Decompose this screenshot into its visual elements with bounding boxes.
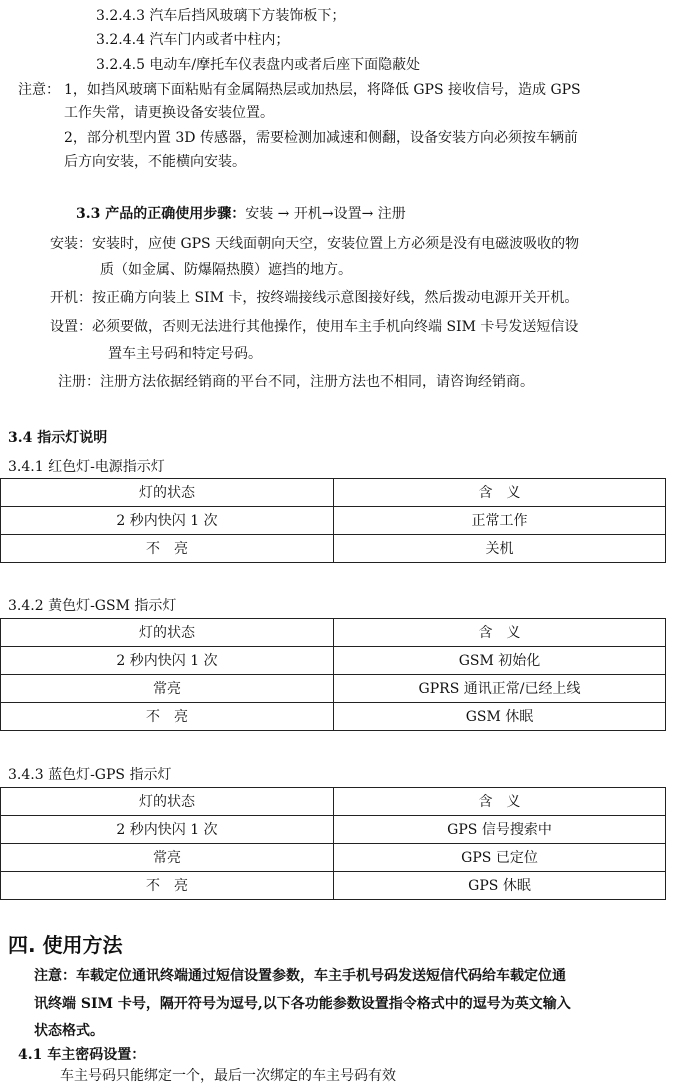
table-header-row bbox=[1, 619, 666, 647]
section-4-note-line3: 状态格式。 bbox=[34, 1023, 104, 1039]
header-meaning: 含 义 bbox=[334, 788, 666, 816]
red-light-table bbox=[0, 478, 666, 563]
cell-meaning: GSM 初始化 bbox=[334, 647, 666, 675]
cell-state: 不 亮 bbox=[1, 872, 334, 900]
cell-meaning: GPS 休眠 bbox=[334, 872, 666, 900]
section-34-title: 3.4 指示灯说明 bbox=[8, 430, 108, 446]
header-meaning: 含 义 bbox=[334, 619, 666, 647]
item-3244: 3.2.4.4 汽车门内或者中柱内； bbox=[96, 32, 290, 48]
table-row bbox=[1, 844, 666, 872]
red-light-caption: 3.4.1 红色灯-电源指示灯 bbox=[8, 459, 165, 475]
cell-state: 2 秒内快闪 1 次 bbox=[1, 507, 334, 535]
note1-line2: 工作失常，请更换设备安装位置。 bbox=[64, 105, 274, 121]
setup-line1: 设置：必须要做，否则无法进行其他操作，使用车主手机向终端 SIM 卡号发送短信设 bbox=[50, 319, 579, 335]
cell-meaning: GSM 休眠 bbox=[334, 703, 666, 731]
install-line2: 质（如金属、防爆隔热膜）遮挡的地方。 bbox=[100, 262, 352, 278]
header-state: 灯的状态 bbox=[1, 619, 334, 647]
table-row bbox=[1, 872, 666, 900]
section-33-heading bbox=[76, 204, 406, 224]
power-on-text: 开机：按正确方向装上 SIM 卡，按终端接线示意图接好线，然后拨动电源开关开机。 bbox=[50, 290, 579, 306]
table-header-row bbox=[1, 788, 666, 816]
header-state: 灯的状态 bbox=[1, 479, 334, 507]
table-row bbox=[1, 647, 666, 675]
cell-state: 不 亮 bbox=[1, 703, 334, 731]
notes-label: 注意： bbox=[18, 82, 60, 98]
blue-light-caption: 3.4.3 蓝色灯-GPS 指示灯 bbox=[8, 767, 172, 783]
cell-meaning: GPS 信号搜索中 bbox=[334, 816, 666, 844]
cell-meaning: 正常工作 bbox=[334, 507, 666, 535]
section-4-title: 四. 使用方法 bbox=[8, 933, 123, 957]
setup-line2: 置车主号码和特定号码。 bbox=[108, 346, 262, 362]
section-4-note-line2: 讯终端 SIM 卡号，隔开符号为逗号,以下各功能参数设置指令格式中的逗号为英文输入 bbox=[34, 996, 571, 1012]
header-meaning: 含 义 bbox=[334, 479, 666, 507]
table-header-row bbox=[1, 479, 666, 507]
header-state: 灯的状态 bbox=[1, 788, 334, 816]
note2-line2: 后方向安装，不能横向安装。 bbox=[64, 154, 246, 170]
install-line1: 安装：安装时，应使 GPS 天线面朝向天空，安装位置上方必须是没有电磁波吸收的物 bbox=[50, 236, 580, 252]
cell-meaning: GPRS 通讯正常/已经上线 bbox=[334, 675, 666, 703]
cell-state: 不 亮 bbox=[1, 535, 334, 563]
cell-meaning: GPS 已定位 bbox=[334, 844, 666, 872]
table-row bbox=[1, 507, 666, 535]
section-4-note-line1: 注意：车载定位通讯终端通过短信设置参数，车主手机号码发送短信代码给车载定位通 bbox=[34, 968, 566, 984]
table-row bbox=[1, 816, 666, 844]
table-row bbox=[1, 703, 666, 731]
note1-line1: 1，如挡风玻璃下面粘贴有金属隔热层或加热层，将降低 GPS 接收信号，造成 GPS bbox=[64, 82, 581, 98]
section-33-heading-bold: 3.3 产品的正确使用步骤： bbox=[76, 206, 246, 222]
cell-meaning: 关机 bbox=[334, 535, 666, 563]
cell-state: 2 秒内快闪 1 次 bbox=[1, 816, 334, 844]
yellow-light-caption: 3.4.2 黄色灯-GSM 指示灯 bbox=[8, 598, 177, 614]
table-row bbox=[1, 535, 666, 563]
note2-line1: 2，部分机型内置 3D 传感器，需要检测加减速和侧翻，设备安装方向必须按车辆前 bbox=[64, 130, 578, 146]
cell-state: 常亮 bbox=[1, 675, 334, 703]
section-41-title: 4.1 车主密码设置： bbox=[18, 1047, 146, 1063]
table-row bbox=[1, 675, 666, 703]
register-text: 注册：注册方法依据经销商的平台不同，注册方法也不相同，请咨询经销商。 bbox=[58, 374, 534, 390]
section-41-text: 车主号码只能绑定一个，最后一次绑定的车主号码有效 bbox=[60, 1068, 396, 1084]
yellow-light-table bbox=[0, 618, 666, 731]
cell-state: 2 秒内快闪 1 次 bbox=[1, 647, 334, 675]
cell-state: 常亮 bbox=[1, 844, 334, 872]
item-3245: 3.2.4.5 电动车/摩托车仪表盘内或者后座下面隐蔽处 bbox=[96, 57, 421, 73]
section-33-steps: 安装 → 开机→设置→ 注册 bbox=[245, 206, 406, 222]
blue-light-table bbox=[0, 787, 666, 900]
item-3243: 3.2.4.3 汽车后挡风玻璃下方装饰板下； bbox=[96, 8, 346, 24]
